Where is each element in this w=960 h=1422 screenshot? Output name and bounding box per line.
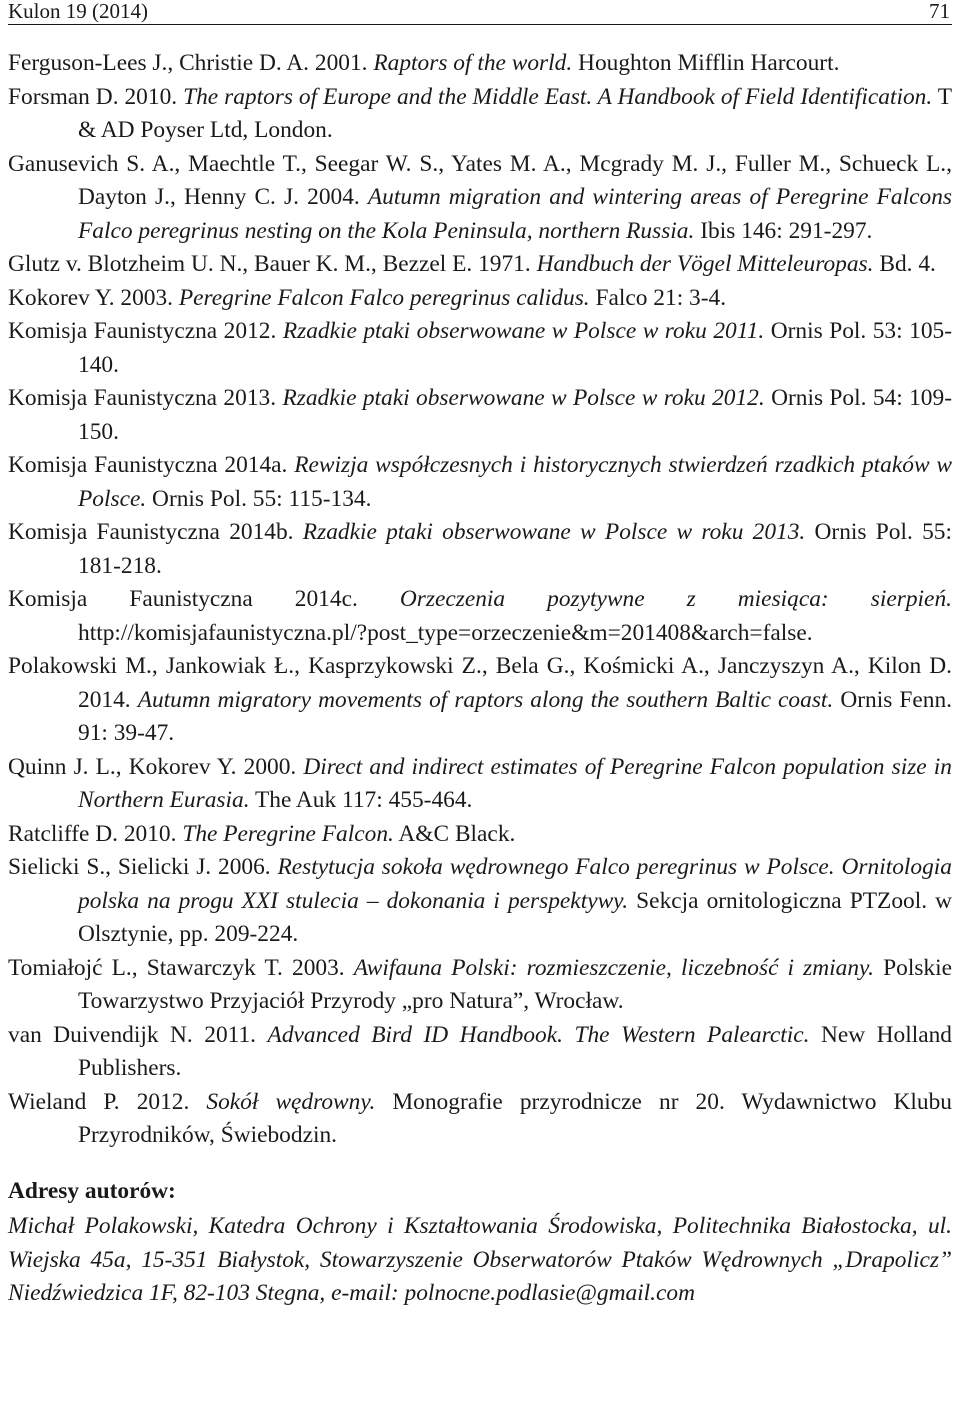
reference-title: Rzadkie ptaki obserwowane w Polsce w roku 2012. <box>282 385 765 411</box>
reference-title: Autumn migration and wintering areas of Peregrine Falcons Falco peregrinus nesting on the Kola Peninsula, northern Russia. <box>78 184 952 244</box>
reference-title: Direct and indirect estimates of Peregrine Falcon population size in Northern Eurasia. <box>78 753 952 813</box>
reference-authors: Sielicki S., Sielicki J. 2006. <box>8 854 278 880</box>
reference-entry <box>8 650 952 751</box>
reference-title: Rzadkie ptaki obserwowane w Polsce w roku 2013. <box>302 519 806 545</box>
reference-entry <box>8 751 952 818</box>
reference-title: Awifauna Polski: rozmieszczenie, liczebność i zmiany. <box>353 954 874 981</box>
reference-source: A&C Black. <box>393 820 516 847</box>
reference-entry <box>8 282 952 316</box>
reference-authors: Kokorev Y. 2003. <box>8 284 179 311</box>
reference-authors: Komisja Faunistyczna 2013. <box>8 385 283 411</box>
addresses-heading: Adresy autorów: <box>8 1177 176 1204</box>
reference-source: Ornis Fenn. 91: 39-47. <box>78 686 952 746</box>
reference-source: New Holland Publishers. <box>78 1021 952 1081</box>
reference-entry <box>8 382 952 449</box>
running-header <box>8 0 952 25</box>
reference-source: Sekcja ornitologiczna PTZool. w Olsztynie, pp. 209-224. <box>78 887 952 947</box>
reference-title: Advanced Bird ID Handbook. The Western Palearctic. <box>267 1021 810 1048</box>
addresses-text: Michał Polakowski, Katedra Ochrony i Kształtowania Środowiska, Politechnika Białostocka, ul. Wiejska 45a, 15-351 Białystok, Stowarzyszenie Obserwatorów Ptaków Wędrownych „Drapolicz” Niedźwiedzica 1F, 82-103 Stegna, e-mail: polnocne.podlasie@gmail.com <box>8 1213 952 1306</box>
reference-title: The raptors of Europe and the Middle East. A Handbook of Field Identification. <box>183 83 933 110</box>
reference-source: The Auk 117: 455-464. <box>249 787 473 813</box>
reference-authors: Tomiałojć L., Stawarczyk T. 2003. <box>8 954 354 981</box>
reference-source: T & AD Poyser Ltd, London. <box>78 83 952 143</box>
author-addresses <box>8 1175 952 1311</box>
reference-entry <box>8 1086 952 1153</box>
reference-authors: Quinn J. L., Kokorev Y. 2000. <box>8 753 304 780</box>
reference-entry <box>8 148 952 249</box>
reference-title: Rewizja współczesnych i historycznych stwierdzeń rzadkich ptaków w Polsce. <box>78 452 952 512</box>
reference-entry <box>8 248 952 282</box>
reference-source: Ornis Pol. 53: 105-140. <box>78 318 953 378</box>
reference-authors: Komisja Faunistyczna 2014b. <box>8 519 303 545</box>
reference-source: Ibis 146: 291-297. <box>694 217 873 244</box>
reference-source: http://komisjafaunistyczna.pl/?post_type=orzeczenie&m=201408&arch=false. <box>78 619 813 646</box>
reference-title: Rzadkie ptaki obserwowane w Polsce w roku 2011. <box>282 318 765 344</box>
reference-entry <box>8 952 952 1019</box>
reference-entry <box>8 516 952 583</box>
reference-authors: Polakowski M., Jankowiak Ł., Kasprzykowski Z., Bela G., Kośmicki A., Janczyszyn A., Kilon D. 2014. <box>8 653 952 713</box>
journal-issue: Kulon 19 (2014) <box>8 0 148 23</box>
reference-title: Sokół wędrowny. <box>206 1088 376 1115</box>
reference-entry <box>8 47 952 81</box>
reference-authors: Komisja Faunistyczna 2014a. <box>8 452 295 478</box>
reference-entry <box>8 449 952 516</box>
reference-entry <box>8 583 952 650</box>
reference-authors: Ratcliffe D. 2010. <box>8 820 183 847</box>
reference-source: Falco 21: 3-4. <box>589 284 727 311</box>
reference-source: Ornis Pol. 55: 181-218. <box>78 519 952 579</box>
page-number: 71 <box>929 0 950 23</box>
reference-title: Peregrine Falcon Falco peregrinus calidus. <box>178 284 590 311</box>
reference-source: Monografie przyrodnicze nr 20. Wydawnictwo Klubu Przyrodników, Świebodzin. <box>78 1088 952 1148</box>
reference-entry <box>8 851 952 952</box>
reference-title: Restytucja sokoła wędrownego Falco peregrinus w Polsce. Ornitologia polska na progu XXI stulecia – dokonania i perspektywy. <box>78 854 952 914</box>
reference-title: The Peregrine Falcon. <box>182 820 394 847</box>
reference-authors: Ferguson-Lees J., Christie D. A. 2001. <box>8 50 374 76</box>
reference-authors: Komisja Faunistyczna 2012. <box>8 318 283 344</box>
reference-authors: Komisja Faunistyczna 2014c. <box>8 586 400 612</box>
reference-authors: Glutz v. Blotzheim U. N., Bauer K. M., Bezzel E. 1971. <box>8 251 537 277</box>
reference-title: Autumn migratory movements of raptors along the southern Baltic coast. <box>137 686 834 713</box>
reference-authors: Wieland P. 2012. <box>8 1088 207 1115</box>
reference-list <box>8 47 952 1153</box>
reference-entry <box>8 1019 952 1086</box>
reference-title: Orzeczenia pozytywne z miesiąca: sierpień. <box>399 586 952 612</box>
reference-entry <box>8 81 952 148</box>
reference-source: Polskie Towarzystwo Przyjaciół Przyrody „pro Natura”, Wrocław. <box>78 954 952 1014</box>
reference-title: Handbuch der Vögel Mitteleuropas. <box>536 251 874 277</box>
reference-source: Houghton Mifflin Harcourt. <box>572 50 840 76</box>
reference-entry <box>8 315 952 382</box>
reference-source: Bd. 4. <box>873 251 936 277</box>
reference-title: Raptors of the world. <box>373 50 573 76</box>
reference-entry <box>8 818 952 852</box>
reference-source: Ornis Pol. 55: 115-134. <box>146 485 372 512</box>
reference-authors: van Duivendijk N. 2011. <box>8 1021 268 1048</box>
reference-authors: Forsman D. 2010. <box>8 83 184 110</box>
reference-authors: Ganusevich S. A., Maechtle T., Seegar W. S., Yates M. A., Mcgrady M. J., Fuller M., Schueck L., Dayton J., Henny C. J. 2004. <box>8 150 952 210</box>
reference-source: Ornis Pol. 54: 109-150. <box>78 385 952 445</box>
